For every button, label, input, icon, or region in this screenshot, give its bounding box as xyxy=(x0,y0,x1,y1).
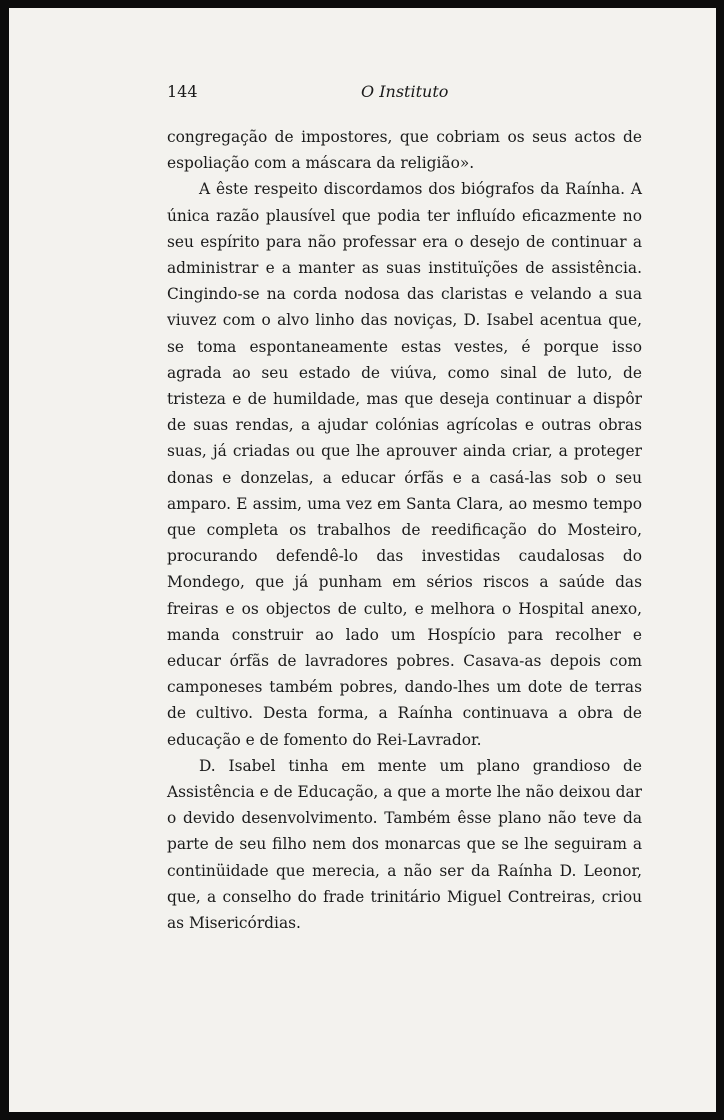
page-header xyxy=(167,82,647,106)
paragraph-continuation: congregação de impostores, que cobriam os seus actos de espoliação com a máscara da religião». xyxy=(167,128,642,173)
paragraph: D. Isabel tinha em mente um plano grandioso de Assistência e de Educação, a que a morte lhe não deixou dar o devido desenvolvimento. Também êsse plano não teve da parte de seu filho nem dos monarcas que se lhe seguiram a continüidade que merecia, a não ser da Raínha D. Leonor, que, a conselho do frade trinitário Miguel Contreiras, criou as Misericórdias. xyxy=(167,756,642,933)
book-page xyxy=(9,8,716,1112)
body-text xyxy=(167,124,642,936)
paragraph: A êste respeito discordamos dos biógrafos da Raínha. A única razão plausível que podia ter influído eficazmente no seu espírito para não professar era o desejo de continuar a administrar e a manter as suas instituïções de assistência. Cingindo-se na corda nodosa das claristas e velando a sua viuvez com o alvo linho das noviças, D. Isabel acentua que, se toma espontaneamente estas vestes, é porque isso agrada ao seu estado de viúva, como sinal de luto, de tristeza e de humildade, mas que deseja continuar a dispôr de suas rendas, a ajudar colónias agrícolas e outras obras suas, já criadas ou que lhe aprouver ainda criar, a proteger donas e donzelas, a educar órfãs e a casá-las sob o seu amparo. E assim, uma vez em Santa Clara, ao mesmo tempo que completa os trabalhos de reedificação do Mosteiro, procurando defendê-lo das investidas caudalosas do Mondego, que já punham em sérios riscos a saúde das freiras e os objectos de culto, e melhora o Hospital anexo, manda construir ao lado um Hospício para recolher e educar órfãs de lavradores pobres. Casava-as depois com camponeses também pobres, dando-lhes um dote de terras de cultivo. Desta forma, a Raínha continuava a obra de educação e de fomento do Rei-Lavrador. xyxy=(167,180,642,749)
page-number: 144 xyxy=(167,82,198,101)
running-title: O Instituto xyxy=(361,82,449,101)
